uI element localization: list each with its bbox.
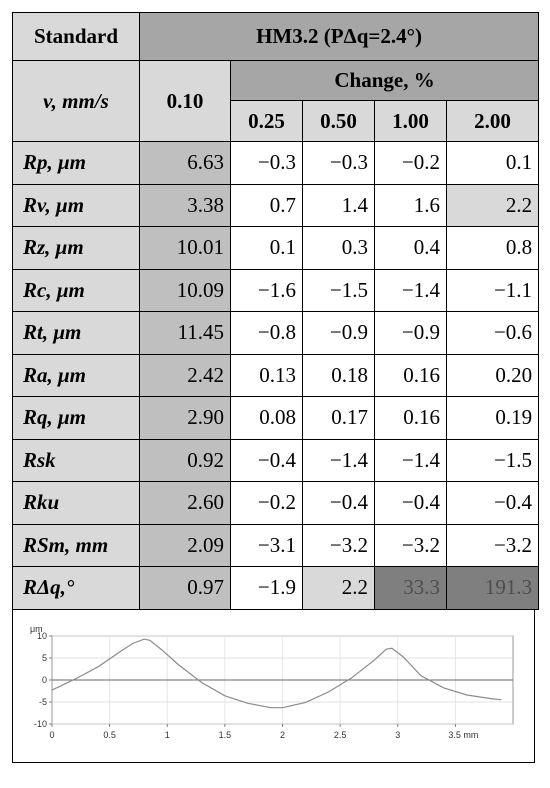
table-row	[13, 482, 539, 525]
change-value: −0.9	[375, 312, 447, 355]
change-value: −0.3	[303, 142, 375, 185]
table-row	[13, 142, 539, 185]
x-tick-label: 1.5	[218, 729, 232, 740]
base-value: 2.42	[140, 354, 231, 397]
header-row-standard	[13, 13, 539, 61]
y-tick-label: 10	[36, 630, 47, 641]
table-row	[13, 354, 539, 397]
change-value: −1.4	[375, 269, 447, 312]
speed-header: 2.00	[447, 101, 539, 142]
x-tick-label: 0.5	[103, 729, 116, 740]
change-value: −0.4	[303, 482, 375, 525]
base-value: 6.63	[140, 142, 231, 185]
change-value: 0.16	[375, 397, 447, 440]
profile-chart-panel	[12, 610, 535, 763]
speed-header: 1.00	[375, 101, 447, 142]
parameter-label: Rsk	[13, 439, 140, 482]
change-value: 0.20	[447, 354, 539, 397]
change-value: −1.5	[303, 269, 375, 312]
change-value: −0.4	[375, 482, 447, 525]
base-value: 2.09	[140, 524, 231, 567]
x-tick-label: 2.5	[333, 729, 347, 740]
y-tick-label: -10	[33, 718, 47, 729]
change-value: −1.4	[303, 439, 375, 482]
base-speed: 0.10	[140, 61, 231, 142]
base-value: 2.60	[140, 482, 231, 525]
base-value: 11.45	[140, 312, 231, 355]
profile-chart	[13, 610, 533, 760]
speed-header: 0.50	[303, 101, 375, 142]
y-unit-label: μm	[30, 623, 43, 634]
change-value: 2.2	[447, 184, 539, 227]
change-value: 0.4	[375, 227, 447, 270]
change-value: 0.17	[303, 397, 375, 440]
parameter-label: Rku	[13, 482, 140, 525]
change-value: −3.2	[303, 524, 375, 567]
parameter-label: Ra, μm	[13, 354, 140, 397]
change-value: 0.8	[447, 227, 539, 270]
change-value: −0.2	[231, 482, 303, 525]
change-label: Change, %	[231, 61, 539, 101]
change-value: −0.3	[231, 142, 303, 185]
change-value: −1.9	[231, 567, 303, 610]
change-value: −1.4	[375, 439, 447, 482]
base-value: 2.90	[140, 397, 231, 440]
change-value: 0.08	[231, 397, 303, 440]
base-value: 10.09	[140, 269, 231, 312]
change-value: −0.6	[447, 312, 539, 355]
change-value: 0.1	[447, 142, 539, 185]
parameter-label: RΔq,°	[13, 567, 140, 610]
change-value: 1.4	[303, 184, 375, 227]
change-value: 0.13	[231, 354, 303, 397]
change-value: −0.9	[303, 312, 375, 355]
change-value: −0.8	[231, 312, 303, 355]
change-value: −0.4	[447, 482, 539, 525]
change-value: −0.2	[375, 142, 447, 185]
parameter-label: RSm, mm	[13, 524, 140, 567]
table-row	[13, 312, 539, 355]
parameter-label: Rc, μm	[13, 269, 140, 312]
base-value: 0.97	[140, 567, 231, 610]
table-row	[13, 269, 539, 312]
speed-label: v, mm/s	[13, 61, 140, 142]
change-value: −0.4	[231, 439, 303, 482]
change-value: −1.1	[447, 269, 539, 312]
x-tick-label: 0	[49, 729, 55, 740]
change-value: −1.5	[447, 439, 539, 482]
table-row	[13, 397, 539, 440]
table-row	[13, 439, 539, 482]
table-row	[13, 524, 539, 567]
roughness-table	[12, 12, 539, 610]
parameter-label: Rv, μm	[13, 184, 140, 227]
change-value: 1.6	[375, 184, 447, 227]
table-row	[13, 184, 539, 227]
change-value: 33.3	[375, 567, 447, 610]
parameter-label: Rz, μm	[13, 227, 140, 270]
standard-label: Standard	[13, 13, 140, 61]
change-value: 0.1	[231, 227, 303, 270]
change-value: 0.16	[375, 354, 447, 397]
change-value: −3.1	[231, 524, 303, 567]
change-value: −3.2	[447, 524, 539, 567]
change-value: 2.2	[303, 567, 375, 610]
base-value: 10.01	[140, 227, 231, 270]
y-tick-label: 0	[41, 674, 47, 685]
document-figure	[12, 12, 538, 777]
table-row	[13, 567, 539, 610]
speed-header: 0.25	[231, 101, 303, 142]
parameter-label: Rt, μm	[13, 312, 140, 355]
header-row-change	[13, 61, 539, 101]
change-value: 0.19	[447, 397, 539, 440]
change-value: 191.3	[447, 567, 539, 610]
x-tick-label: 3	[395, 729, 401, 740]
standard-value: HM3.2 (PΔq=2.4°)	[140, 13, 539, 61]
y-tick-label: -5	[38, 696, 47, 707]
parameter-label: Rq, μm	[13, 397, 140, 440]
x-tick-label: 3.5 mm	[448, 729, 479, 740]
change-value: 0.18	[303, 354, 375, 397]
parameter-label: Rp, μm	[13, 142, 140, 185]
change-value: −3.2	[375, 524, 447, 567]
x-tick-label: 1	[164, 729, 170, 740]
change-value: 0.7	[231, 184, 303, 227]
table-row	[13, 227, 539, 270]
change-value: −1.6	[231, 269, 303, 312]
base-value: 3.38	[140, 184, 231, 227]
x-tick-label: 2	[279, 729, 286, 740]
y-tick-label: 5	[41, 652, 47, 663]
base-value: 0.92	[140, 439, 231, 482]
change-value: 0.3	[303, 227, 375, 270]
